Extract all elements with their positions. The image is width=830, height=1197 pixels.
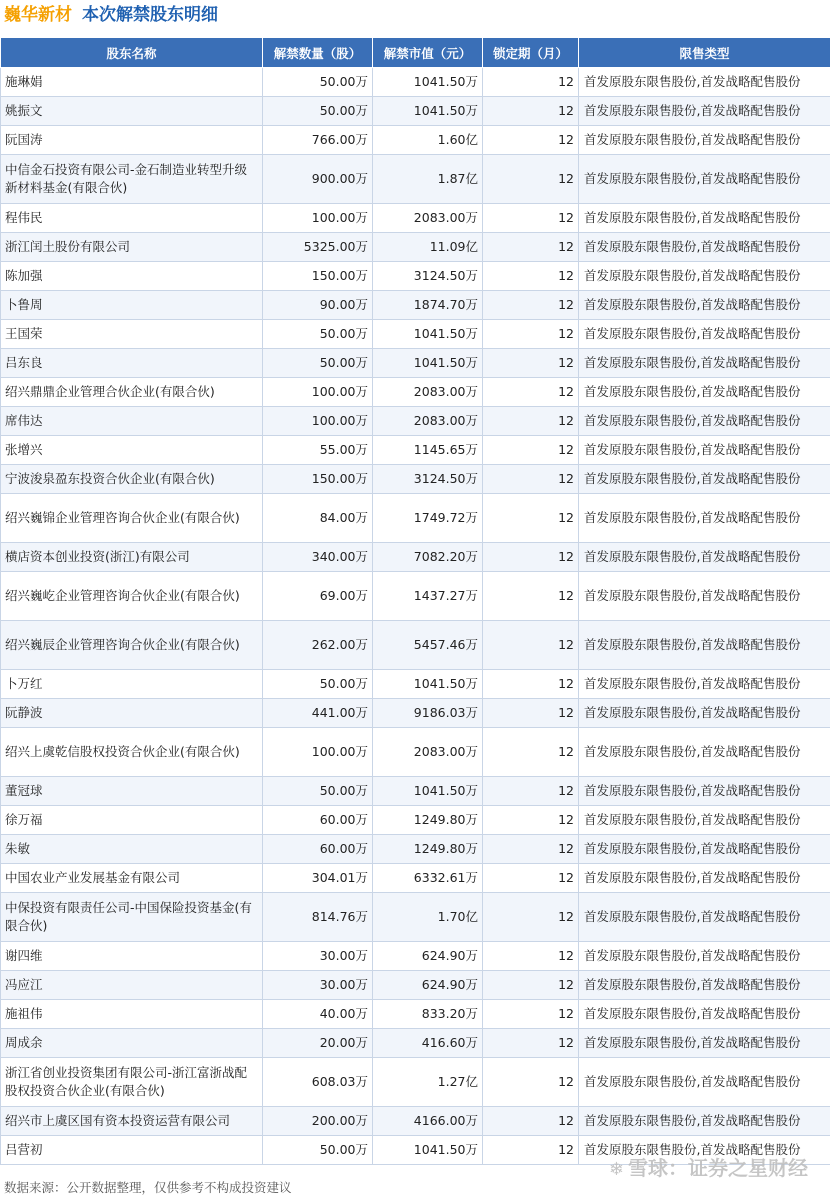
cell-restriction-type: 首发原股东限售股份,首发战略配售股份 (579, 806, 830, 835)
cell-lock-period: 12 (483, 262, 579, 291)
cell-restriction-type: 首发原股东限售股份,首发战略配售股份 (579, 68, 830, 97)
cell-unlock-quantity: 90.00万 (263, 291, 373, 320)
cell-shareholder: 姚振文 (1, 97, 263, 126)
table-row (1, 1058, 830, 1107)
cell-unlock-value: 5457.46万 (373, 621, 483, 670)
cell-shareholder: 施琳娟 (1, 68, 263, 97)
table-row (1, 378, 830, 407)
table-row (1, 155, 830, 204)
cell-lock-period: 12 (483, 572, 579, 621)
cell-unlock-quantity: 5325.00万 (263, 233, 373, 262)
cell-shareholder: 卜万红 (1, 670, 263, 699)
cell-lock-period: 12 (483, 864, 579, 893)
cell-unlock-value: 833.20万 (373, 1000, 483, 1029)
cell-lock-period: 12 (483, 97, 579, 126)
cell-restriction-type: 首发原股东限售股份,首发战略配售股份 (579, 699, 830, 728)
cell-unlock-quantity: 69.00万 (263, 572, 373, 621)
table-row (1, 1000, 830, 1029)
cell-shareholder: 绍兴巍辰企业管理咨询合伙企业(有限合伙) (1, 621, 263, 670)
cell-unlock-quantity: 55.00万 (263, 436, 373, 465)
cell-lock-period: 12 (483, 320, 579, 349)
cell-shareholder: 中保投资有限责任公司-中国保险投资基金(有限合伙) (1, 893, 263, 942)
cell-shareholder: 陈加强 (1, 262, 263, 291)
cell-shareholder: 冯应江 (1, 971, 263, 1000)
cell-shareholder: 浙江省创业投资集团有限公司-浙江富浙战配股权投资合伙企业(有限合伙) (1, 1058, 263, 1107)
cell-unlock-value: 1041.50万 (373, 670, 483, 699)
table-row (1, 1029, 830, 1058)
cell-restriction-type: 首发原股东限售股份,首发战略配售股份 (579, 971, 830, 1000)
cell-lock-period: 12 (483, 835, 579, 864)
cell-unlock-value: 11.09亿 (373, 233, 483, 262)
cell-unlock-quantity: 50.00万 (263, 349, 373, 378)
cell-unlock-quantity: 200.00万 (263, 1107, 373, 1136)
table-row (1, 465, 830, 494)
cell-restriction-type: 首发原股东限售股份,首发战略配售股份 (579, 407, 830, 436)
cell-shareholder: 绍兴上虞乾信股权投资合伙企业(有限合伙) (1, 728, 263, 777)
cell-lock-period: 12 (483, 378, 579, 407)
cell-unlock-value: 6332.61万 (373, 864, 483, 893)
cell-lock-period: 12 (483, 1029, 579, 1058)
stock-name: 巍华新材 (4, 5, 72, 25)
cell-restriction-type: 首发原股东限售股份,首发战略配售股份 (579, 942, 830, 971)
cell-unlock-quantity: 50.00万 (263, 68, 373, 97)
cell-lock-period: 12 (483, 942, 579, 971)
cell-lock-period: 12 (483, 1107, 579, 1136)
cell-shareholder: 阮国涛 (1, 126, 263, 155)
table-row (1, 942, 830, 971)
cell-unlock-quantity: 608.03万 (263, 1058, 373, 1107)
cell-unlock-quantity: 40.00万 (263, 1000, 373, 1029)
cell-unlock-value: 1249.80万 (373, 835, 483, 864)
table-row (1, 1107, 830, 1136)
cell-unlock-value: 1.70亿 (373, 893, 483, 942)
cell-restriction-type: 首发原股东限售股份,首发战略配售股份 (579, 1136, 830, 1165)
cell-unlock-value: 7082.20万 (373, 543, 483, 572)
table-row (1, 97, 830, 126)
cell-unlock-value: 624.90万 (373, 942, 483, 971)
cell-unlock-quantity: 50.00万 (263, 670, 373, 699)
cell-restriction-type: 首发原股东限售股份,首发战略配售股份 (579, 670, 830, 699)
table-row (1, 572, 830, 621)
cell-restriction-type: 首发原股东限售股份,首发战略配售股份 (579, 1029, 830, 1058)
cell-unlock-value: 1874.70万 (373, 291, 483, 320)
table-row (1, 233, 830, 262)
cell-unlock-value: 1041.50万 (373, 1136, 483, 1165)
cell-unlock-quantity: 150.00万 (263, 465, 373, 494)
watermark-text: 雪球：证券之星财经 (628, 1156, 808, 1180)
cell-unlock-value: 1249.80万 (373, 806, 483, 835)
table-row (1, 349, 830, 378)
table-header-row (1, 38, 830, 68)
cell-unlock-value: 2083.00万 (373, 204, 483, 233)
cell-lock-period: 12 (483, 699, 579, 728)
watermark (609, 1152, 808, 1181)
cell-shareholder: 卜鲁周 (1, 291, 263, 320)
table-row (1, 835, 830, 864)
cell-unlock-quantity: 30.00万 (263, 971, 373, 1000)
cell-shareholder: 施祖伟 (1, 1000, 263, 1029)
cell-unlock-quantity: 150.00万 (263, 262, 373, 291)
cell-shareholder: 阮静波 (1, 699, 263, 728)
cell-unlock-quantity: 766.00万 (263, 126, 373, 155)
cell-lock-period: 12 (483, 728, 579, 777)
cell-shareholder: 程伟民 (1, 204, 263, 233)
cell-unlock-quantity: 262.00万 (263, 621, 373, 670)
cell-restriction-type: 首发原股东限售股份,首发战略配售股份 (579, 1107, 830, 1136)
data-source-note: 数据来源：公开数据整理，仅供参考不构成投资建议 (4, 1180, 292, 1195)
cell-unlock-quantity: 84.00万 (263, 494, 373, 543)
table-row (1, 971, 830, 1000)
col-header-restriction-type: 限售类型 (579, 38, 830, 68)
cell-unlock-quantity: 60.00万 (263, 806, 373, 835)
table-body (1, 68, 830, 1165)
cell-unlock-value: 1.27亿 (373, 1058, 483, 1107)
cell-unlock-quantity: 50.00万 (263, 320, 373, 349)
table-row (1, 670, 830, 699)
cell-shareholder: 绍兴巍屹企业管理咨询合伙企业(有限合伙) (1, 572, 263, 621)
col-header-unlock-value: 解禁市值（元） (373, 38, 483, 68)
cell-unlock-value: 2083.00万 (373, 728, 483, 777)
cell-lock-period: 12 (483, 621, 579, 670)
cell-unlock-quantity: 304.01万 (263, 864, 373, 893)
cell-unlock-quantity: 50.00万 (263, 777, 373, 806)
table-row (1, 320, 830, 349)
col-header-lock-period: 锁定期（月） (483, 38, 579, 68)
cell-restriction-type: 首发原股东限售股份,首发战略配售股份 (579, 572, 830, 621)
cell-restriction-type: 首发原股东限售股份,首发战略配售股份 (579, 835, 830, 864)
cell-unlock-value: 1041.50万 (373, 97, 483, 126)
cell-lock-period: 12 (483, 436, 579, 465)
cell-unlock-value: 9186.03万 (373, 699, 483, 728)
cell-unlock-value: 1.60亿 (373, 126, 483, 155)
unlock-shareholder-table (0, 37, 830, 1165)
table-row (1, 494, 830, 543)
table-row (1, 436, 830, 465)
cell-restriction-type: 首发原股东限售股份,首发战略配售股份 (579, 204, 830, 233)
cell-restriction-type: 首发原股东限售股份,首发战略配售股份 (579, 436, 830, 465)
cell-restriction-type: 首发原股东限售股份,首发战略配售股份 (579, 465, 830, 494)
cell-unlock-quantity: 100.00万 (263, 407, 373, 436)
table-row (1, 621, 830, 670)
cell-unlock-value: 2083.00万 (373, 378, 483, 407)
cell-unlock-quantity: 900.00万 (263, 155, 373, 204)
cell-restriction-type: 首发原股东限售股份,首发战略配售股份 (579, 777, 830, 806)
table-row (1, 728, 830, 777)
cell-restriction-type: 首发原股东限售股份,首发战略配售股份 (579, 291, 830, 320)
col-header-shareholder: 股东名称 (1, 38, 263, 68)
cell-shareholder: 横店资本创业投资(浙江)有限公司 (1, 543, 263, 572)
cell-lock-period: 12 (483, 407, 579, 436)
cell-unlock-value: 4166.00万 (373, 1107, 483, 1136)
cell-shareholder: 朱敏 (1, 835, 263, 864)
cell-shareholder: 中信金石投资有限公司-金石制造业转型升级新材料基金(有限合伙) (1, 155, 263, 204)
cell-unlock-value: 624.90万 (373, 971, 483, 1000)
cell-restriction-type: 首发原股东限售股份,首发战略配售股份 (579, 543, 830, 572)
cell-lock-period: 12 (483, 204, 579, 233)
cell-lock-period: 12 (483, 465, 579, 494)
snowflake-icon: ❄ (608, 1159, 624, 1180)
cell-shareholder: 绍兴巍锦企业管理咨询合伙企业(有限合伙) (1, 494, 263, 543)
table-row (1, 262, 830, 291)
table-row (1, 291, 830, 320)
cell-unlock-quantity: 340.00万 (263, 543, 373, 572)
cell-shareholder: 徐万福 (1, 806, 263, 835)
cell-unlock-quantity: 60.00万 (263, 835, 373, 864)
cell-shareholder: 浙江闰土股份有限公司 (1, 233, 263, 262)
cell-shareholder: 周成余 (1, 1029, 263, 1058)
cell-shareholder: 吕东良 (1, 349, 263, 378)
cell-restriction-type: 首发原股东限售股份,首发战略配售股份 (579, 728, 830, 777)
cell-unlock-value: 1041.50万 (373, 320, 483, 349)
cell-lock-period: 12 (483, 670, 579, 699)
cell-unlock-quantity: 50.00万 (263, 1136, 373, 1165)
cell-restriction-type: 首发原股东限售股份,首发战略配售股份 (579, 378, 830, 407)
col-header-unlock-quantity: 解禁数量（股） (263, 38, 373, 68)
page-title (4, 2, 218, 28)
table-row (1, 68, 830, 97)
cell-lock-period: 12 (483, 1058, 579, 1107)
cell-shareholder: 董冠球 (1, 777, 263, 806)
table-row (1, 806, 830, 835)
cell-lock-period: 12 (483, 155, 579, 204)
cell-unlock-quantity: 50.00万 (263, 97, 373, 126)
cell-lock-period: 12 (483, 494, 579, 543)
cell-shareholder: 吕营初 (1, 1136, 263, 1165)
cell-shareholder: 绍兴鼎鼎企业管理合伙企业(有限合伙) (1, 378, 263, 407)
cell-unlock-value: 2083.00万 (373, 407, 483, 436)
cell-lock-period: 12 (483, 126, 579, 155)
cell-shareholder: 谢四维 (1, 942, 263, 971)
cell-restriction-type: 首发原股东限售股份,首发战略配售股份 (579, 349, 830, 378)
table-row (1, 126, 830, 155)
cell-unlock-quantity: 100.00万 (263, 378, 373, 407)
cell-unlock-value: 3124.50万 (373, 465, 483, 494)
cell-lock-period: 12 (483, 893, 579, 942)
table-row (1, 864, 830, 893)
cell-restriction-type: 首发原股东限售股份,首发战略配售股份 (579, 621, 830, 670)
cell-unlock-value: 1749.72万 (373, 494, 483, 543)
cell-unlock-quantity: 100.00万 (263, 728, 373, 777)
cell-lock-period: 12 (483, 543, 579, 572)
table-row (1, 407, 830, 436)
cell-unlock-value: 1041.50万 (373, 68, 483, 97)
cell-restriction-type: 首发原股东限售股份,首发战略配售股份 (579, 97, 830, 126)
cell-shareholder: 宁波浚泉盈东投资合伙企业(有限合伙) (1, 465, 263, 494)
cell-restriction-type: 首发原股东限售股份,首发战略配售股份 (579, 126, 830, 155)
table-row (1, 543, 830, 572)
cell-shareholder: 席伟达 (1, 407, 263, 436)
cell-restriction-type: 首发原股东限售股份,首发战略配售股份 (579, 155, 830, 204)
cell-unlock-value: 1145.65万 (373, 436, 483, 465)
cell-unlock-quantity: 100.00万 (263, 204, 373, 233)
cell-shareholder: 王国荣 (1, 320, 263, 349)
cell-restriction-type: 首发原股东限售股份,首发战略配售股份 (579, 262, 830, 291)
table-row (1, 893, 830, 942)
cell-unlock-value: 1041.50万 (373, 777, 483, 806)
cell-shareholder: 中国农业产业发展基金有限公司 (1, 864, 263, 893)
table-row (1, 699, 830, 728)
table-row (1, 777, 830, 806)
cell-lock-period: 12 (483, 806, 579, 835)
cell-lock-period: 12 (483, 1000, 579, 1029)
cell-unlock-value: 416.60万 (373, 1029, 483, 1058)
cell-lock-period: 12 (483, 291, 579, 320)
cell-shareholder: 张增兴 (1, 436, 263, 465)
cell-unlock-value: 1437.27万 (373, 572, 483, 621)
cell-lock-period: 12 (483, 971, 579, 1000)
cell-lock-period: 12 (483, 233, 579, 262)
cell-unlock-value: 1041.50万 (373, 349, 483, 378)
cell-restriction-type: 首发原股东限售股份,首发战略配售股份 (579, 233, 830, 262)
cell-restriction-type: 首发原股东限售股份,首发战略配售股份 (579, 494, 830, 543)
cell-restriction-type: 首发原股东限售股份,首发战略配售股份 (579, 864, 830, 893)
table-subtitle: 本次解禁股东明细 (82, 5, 218, 25)
cell-unlock-value: 3124.50万 (373, 262, 483, 291)
cell-shareholder: 绍兴市上虞区国有资本投资运营有限公司 (1, 1107, 263, 1136)
table-row (1, 204, 830, 233)
cell-restriction-type: 首发原股东限售股份,首发战略配售股份 (579, 1000, 830, 1029)
cell-lock-period: 12 (483, 349, 579, 378)
cell-lock-period: 12 (483, 1136, 579, 1165)
cell-lock-period: 12 (483, 777, 579, 806)
cell-unlock-quantity: 30.00万 (263, 942, 373, 971)
cell-unlock-value: 1.87亿 (373, 155, 483, 204)
cell-restriction-type: 首发原股东限售股份,首发战略配售股份 (579, 1058, 830, 1107)
cell-unlock-quantity: 814.76万 (263, 893, 373, 942)
cell-restriction-type: 首发原股东限售股份,首发战略配售股份 (579, 320, 830, 349)
cell-restriction-type: 首发原股东限售股份,首发战略配售股份 (579, 893, 830, 942)
cell-unlock-quantity: 441.00万 (263, 699, 373, 728)
cell-unlock-quantity: 20.00万 (263, 1029, 373, 1058)
cell-lock-period: 12 (483, 68, 579, 97)
